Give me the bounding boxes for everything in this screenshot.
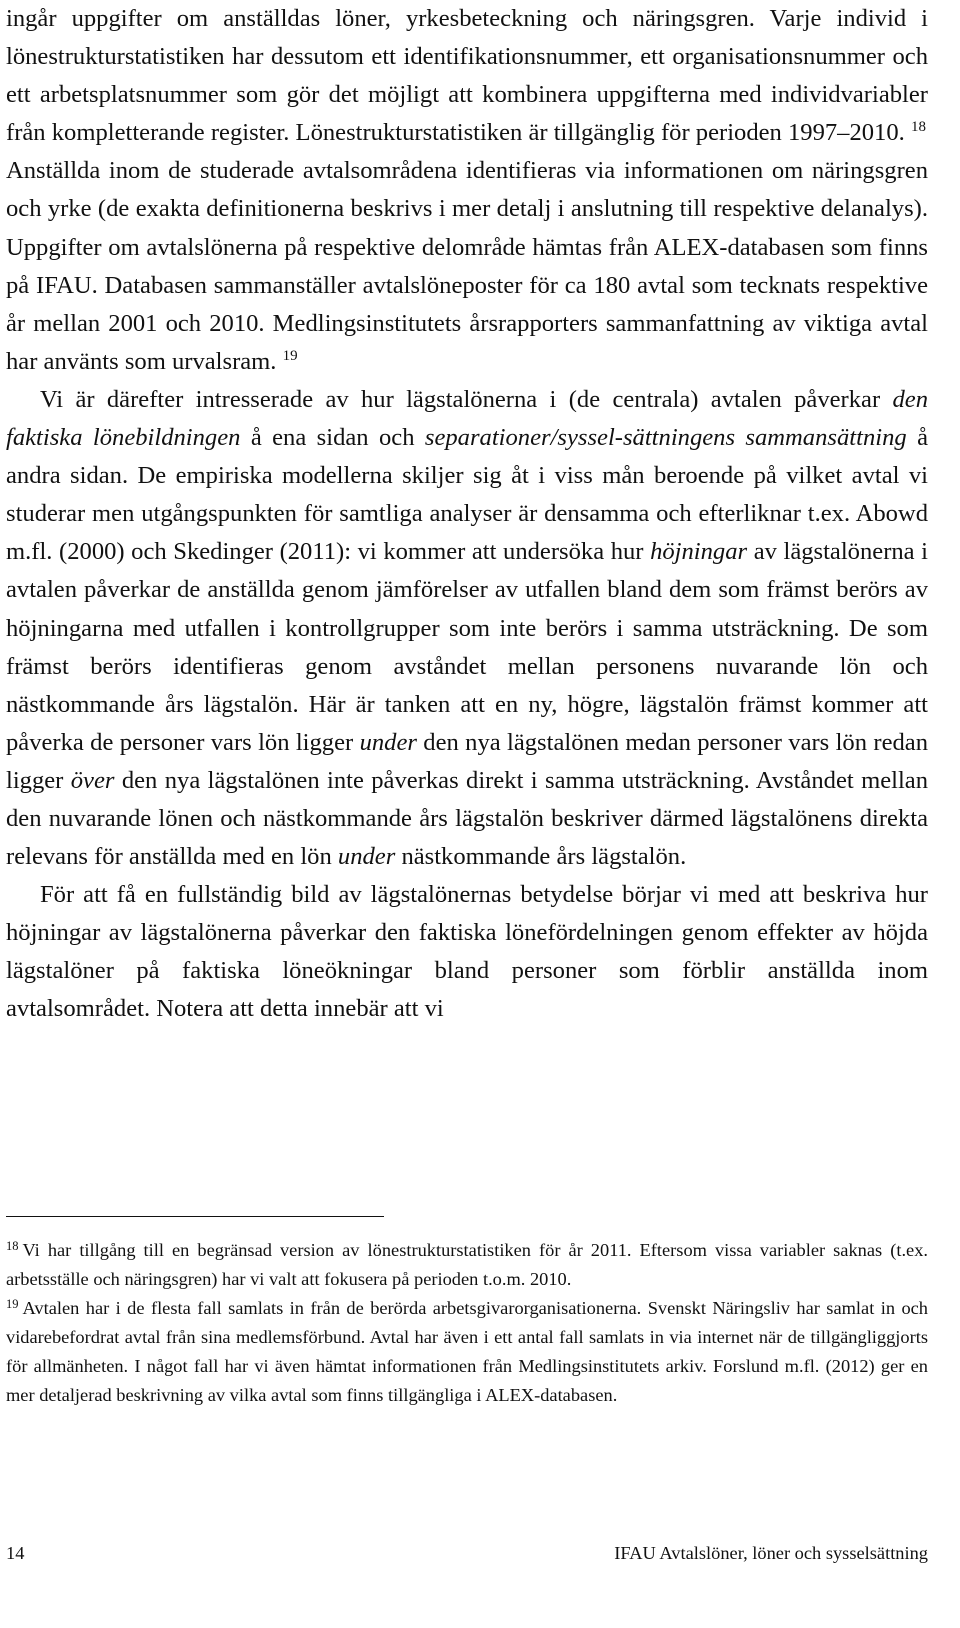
- footnote-text: Avtalen har i de flesta fall samlats in från de berörda arbetsgivarorganisationerna. Svenskt Näringsliv har samlat in och vidarebefordrat avtal från sina medlemsförbund. Avtal har även i ett antal fall samlats in via internet när de tillgängliggjorts för allmänheten. I något fall har vi även hämtat informationen från Medlingsinstitutets arkiv. Forslund m.fl. (2012) ger en mer detaljerad beskrivning av vilka avtal som finns tillgängliga i ALEX-databasen.: [6, 1298, 928, 1405]
- footnote-separator: [6, 1216, 384, 1217]
- page-number: 14: [6, 1543, 25, 1563]
- paragraph-2-text-5: den nya lägstalönen medan personer vars lön redan ligger: [6, 728, 928, 794]
- paragraph-2-text-7: nästkommande års lägstalön.: [395, 843, 687, 871]
- paragraph-2-emphasis-4: under: [359, 728, 417, 756]
- paragraph-2: [6, 381, 928, 876]
- paragraph-2-text-3: å andra sidan. De empiriska modellerna skiljer sig åt i viss mån beroende på vilket avtal vi studerar men utgångspunkten för samtliga analyser är densamma och efterliknar t.ex. Abowd m.fl. (2000) och Skedinger (2011): vi kommer att undersöka hur: [6, 424, 928, 566]
- paragraph-1-text-b: Anställda inom de studerade avtalsområdena identifieras via informationen om näringsgren och yrke (de exakta definitionerna beskrivs i mer detalj i anslutning till respektive delanalys). Uppgifter om avtalslönerna på respektive delområde hämtas från ALEX-databasen som finns på IFAU. Databasen sammanställer avtalslöneposter för ca 180 avtal som tecknats respektive år mellan 2001 och 2010. Medlingsinstitutets årsrapporters sammanfattning av viktiga avtal har använts som urvalsram.: [6, 157, 928, 375]
- paragraph-3: För att få en fullständig bild av lägstalönernas betydelse börjar vi med att beskriva hur höjningar av lägstalönerna påverkar den faktiska lönefördelningen genom effekter av höjda lägstalöner på faktiska löneökningar bland personer som förblir anställda inom avtalsområdet. Notera att detta innebär att vi: [6, 881, 928, 1023]
- paragraph-2-text-6: den nya lägstalönen inte påverkas direkt i samma utsträckning. Avståndet mellan den nuvarande lönen och nästkommande års lägstalön beskriver därmed lägstalönens direkta relevans för anställda med en lön: [6, 766, 928, 871]
- footnote-19: [6, 1294, 928, 1410]
- paragraph-2-emphasis-1: den faktiska lönebildningen: [6, 385, 928, 452]
- paragraph-2-text-2: å ena sidan och: [240, 424, 425, 452]
- paragraph-2-text-1: Vi är därefter intresserade av hur lägstalönerna i (de centrala) avtalen påverkar: [40, 385, 893, 413]
- paragraph-2-emphasis-2: separationer/syssel-sättningens sammansättning: [424, 424, 907, 452]
- running-title: IFAU Avtalslöner, löner och sysselsättning: [614, 1543, 928, 1563]
- paragraph-1-text-a: ingår uppgifter om anställdas löner, yrkesbeteckning och näringsgren. Varje individ i lönestrukturstatistiken har dessutom ett identifikationsnummer, ett organisationsnummer och ett arbetsplatsnummer som gör det möjligt att kombinera uppgifterna med individvariabler från kompletterande register. Lönestrukturstatistiken är tillgänglig för perioden 1997–2010.: [6, 5, 928, 147]
- page-body: [6, 0, 928, 1029]
- footnote-text: Vi har tillgång till en begränsad version av lönestrukturstatistiken för år 2011. Eftersom vissa variabler saknas (t.ex. arbetsställe och näringsgren) har vi valt att fokusera på perioden t.o.m. 2010.: [6, 1240, 928, 1289]
- paragraph-2-emphasis-3: höjningar: [650, 538, 748, 566]
- paragraph-2-text-4: av lägstalönerna i avtalen påverkar de anställda genom jämförelser av utfallen bland dem som främst berörs av höjningarna med utfallen i kontrollgrupper som inte berörs i samma utsträckning. De som främst berörs identifieras genom avståndet mellan personens nuvarande lön och nästkommande års lägstalön. Här är tanken att en ny, högre, lägstalön främst kommer att påverka de personer vars lön ligger: [6, 538, 929, 756]
- footnote-ref-19: 19: [282, 347, 298, 364]
- paragraph-2-emphasis-5: över: [70, 766, 115, 794]
- paragraph-2-emphasis-6: under: [337, 843, 396, 871]
- footnote-18: [6, 1236, 928, 1294]
- footnote-number: 19: [6, 1297, 19, 1311]
- footnote-number: 18: [6, 1239, 19, 1253]
- footnote-ref-18: 18: [910, 119, 926, 136]
- paragraph-1: [6, 0, 928, 381]
- footnotes: [6, 1236, 928, 1410]
- page-footer: [6, 1538, 928, 1568]
